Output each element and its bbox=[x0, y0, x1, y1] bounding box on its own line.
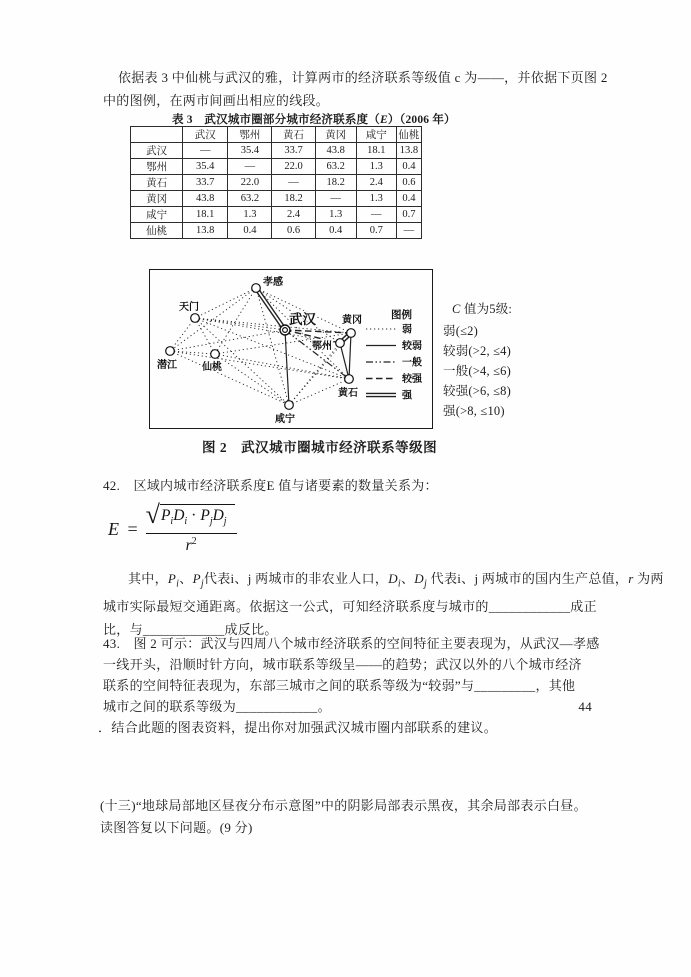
table-cell: — bbox=[356, 207, 396, 223]
table-cell: 63.2 bbox=[315, 159, 356, 175]
sub-i: i bbox=[184, 516, 188, 528]
table-cell: — bbox=[228, 159, 272, 175]
question-43 bbox=[98, 633, 600, 738]
sup-2: 2 bbox=[191, 536, 197, 548]
table-cell: 33.7 bbox=[272, 143, 315, 159]
c-scale-item: 强(>8, ≤10) bbox=[443, 404, 505, 418]
edge-xiaogan-qianjiang bbox=[170, 288, 256, 351]
table-header-cell bbox=[131, 127, 183, 143]
network-diagram bbox=[150, 270, 432, 428]
table-row bbox=[131, 159, 422, 175]
edge-xiaogan-xiantao bbox=[215, 288, 256, 354]
table-cell: 22.0 bbox=[272, 159, 315, 175]
node-tianmen bbox=[191, 314, 200, 323]
sub-j: j bbox=[223, 516, 227, 528]
section13-line-2: 读图答复以下问题。(9 分) bbox=[100, 819, 253, 835]
figure-2-caption: 图 2 武汉城市圈城市经济联系等级图 bbox=[202, 440, 438, 455]
figure-2-box bbox=[149, 269, 433, 429]
question-42 bbox=[103, 474, 608, 497]
edge-qianjiang-huangshi bbox=[170, 351, 349, 379]
table-header-cell: 黄石 bbox=[272, 127, 315, 143]
sub-i: i bbox=[176, 578, 180, 590]
table-cell: 18.2 bbox=[272, 191, 315, 207]
node-label-tianmen: 天门 bbox=[179, 302, 199, 313]
q43-line-4-text: 城市之间的联系等级为____________。 bbox=[103, 699, 331, 714]
table-cell: — bbox=[396, 223, 421, 239]
table-cell: 22.0 bbox=[228, 175, 272, 191]
table-cell: 18.1 bbox=[356, 143, 396, 159]
table-row bbox=[131, 175, 422, 191]
table-cell: 1.3 bbox=[356, 191, 396, 207]
sub-j: j bbox=[424, 578, 428, 590]
node-huanggang bbox=[347, 329, 356, 338]
node-qianjiang bbox=[166, 347, 175, 356]
table-cell: 2.4 bbox=[356, 175, 396, 191]
edge-qianjiang-xiantao bbox=[170, 351, 215, 354]
table-title-var-e: E bbox=[379, 114, 388, 126]
node-ezhou bbox=[336, 339, 345, 348]
text: 、 bbox=[179, 571, 193, 586]
economic-table-wrap bbox=[130, 126, 422, 239]
formula-var-e: E bbox=[108, 519, 121, 540]
edge-tianmen-ezhou bbox=[195, 318, 340, 343]
edge-xiaogan-huangshi bbox=[256, 288, 349, 379]
table-cell: 63.2 bbox=[228, 191, 272, 207]
table-row bbox=[131, 143, 422, 159]
node-xianning bbox=[285, 401, 294, 410]
table-cell: 35.4 bbox=[183, 159, 228, 175]
edge-huanggang-huangshi bbox=[349, 333, 351, 379]
node-wuhan-inner bbox=[283, 328, 288, 333]
text: 为两 bbox=[633, 571, 664, 586]
text: 其中， bbox=[128, 571, 168, 586]
var-r: r bbox=[185, 537, 192, 555]
edge-tianmen-wuhan bbox=[195, 318, 285, 330]
formula-denominator bbox=[146, 533, 237, 555]
table-header-cell: 咸宁 bbox=[356, 127, 396, 143]
q43-line-3: 联系的空间特征表现为，东部三城市之间的联系等级为“较弱”与_________，其他 bbox=[103, 678, 576, 693]
sqrt-symbol: √ bbox=[145, 500, 160, 529]
node-label-qianjiang: 潜江 bbox=[157, 360, 177, 371]
table-cell: 1.3 bbox=[228, 207, 272, 223]
edge-xiaogan-xianning bbox=[256, 288, 289, 405]
q43-line-1: 43. 图 2 可示：武汉与四周八个城市经济联系的空间特征主要表现为，从武汉—孝感 bbox=[103, 636, 600, 651]
table-cell: 0.4 bbox=[315, 223, 356, 239]
row-header-cell: 鄂州 bbox=[131, 159, 183, 175]
formula-numerator bbox=[145, 500, 237, 533]
intro-line-1: 依据表 3 中仙桃与武汉的雅，计算两市的经济联系等级值 c 为——，并依据下页图 2 bbox=[118, 70, 608, 85]
sub-j: j bbox=[200, 578, 204, 590]
node-label-xianning: 咸宁 bbox=[275, 414, 295, 425]
edge-xiaogan-tianmen bbox=[195, 288, 256, 318]
legend-label-solid: 较弱 bbox=[402, 341, 422, 352]
legend-label-dotted: 弱 bbox=[402, 324, 412, 336]
table-cell: 0.4 bbox=[228, 223, 272, 239]
edge-wuhan-xianning bbox=[285, 330, 289, 405]
table-cell: 0.7 bbox=[356, 223, 396, 239]
node-label-ezhou: 鄂州 bbox=[312, 341, 332, 352]
node-xiaogan bbox=[252, 284, 261, 293]
formula-fraction bbox=[145, 500, 237, 555]
formula-radicand bbox=[160, 504, 235, 531]
table-cell: 18.2 bbox=[315, 175, 356, 191]
var-p: P bbox=[200, 507, 210, 524]
c-scale-item: 较强(>6, ≤8) bbox=[443, 384, 511, 398]
table-row bbox=[131, 207, 422, 223]
q44-number: 44 bbox=[578, 699, 592, 714]
node-label-huanggang: 黄冈 bbox=[342, 315, 362, 326]
economic-table bbox=[130, 126, 422, 239]
explain-line-1 bbox=[103, 568, 664, 596]
node-huangshi bbox=[345, 375, 354, 384]
section13-line-1: (十三)“地球局部地区昼夜分布示意图”中的阴影局部表示黑夜，其余局部表示白昼。 bbox=[100, 798, 587, 813]
table-cell: 18.1 bbox=[183, 207, 228, 223]
table-cell: 13.8 bbox=[183, 223, 228, 239]
table-title-text: 表 3 武汉城市圈部分城市经济联系度（ bbox=[172, 114, 380, 126]
table-cell: 0.7 bbox=[396, 207, 421, 223]
c-scale-item: 弱(≤2) bbox=[443, 324, 478, 338]
c-scale-item: 较弱(>2, ≤4) bbox=[443, 344, 511, 358]
var-p: P bbox=[192, 571, 201, 586]
sub-i: i bbox=[397, 578, 401, 590]
table-title bbox=[172, 111, 456, 127]
table-cell: 43.8 bbox=[315, 143, 356, 159]
legend-label-dashdotdot: 一般 bbox=[402, 357, 422, 369]
explain-paragraph bbox=[103, 568, 664, 641]
node-label-huangshi: 黄石 bbox=[338, 388, 358, 399]
var-r: r bbox=[628, 571, 634, 586]
table-cell: 1.3 bbox=[315, 207, 356, 223]
c-scale-block bbox=[443, 299, 512, 421]
c-scale-title bbox=[443, 299, 512, 319]
row-header-cell: 武汉 bbox=[131, 143, 183, 159]
table-header-row bbox=[131, 127, 422, 143]
table-cell: — bbox=[315, 191, 356, 207]
row-header-cell: 咸宁 bbox=[131, 207, 183, 223]
var-d: D bbox=[388, 571, 398, 586]
row-header-cell: 仙桃 bbox=[131, 223, 183, 239]
table-cell: 33.7 bbox=[183, 175, 228, 191]
edge-xiantao-huangshi bbox=[215, 354, 349, 379]
table-cell: 0.4 bbox=[396, 191, 421, 207]
node-label-wuhan: 武汉 bbox=[289, 312, 316, 327]
edge-qianjiang-xianning bbox=[170, 351, 289, 405]
table-title-year: ）（2006 年） bbox=[387, 114, 456, 126]
text: 代表i、j 两城市的非农业人口， bbox=[203, 571, 389, 586]
formula-e bbox=[108, 500, 237, 555]
c-scale-item: 一般(>4, ≤6) bbox=[443, 364, 511, 378]
table-cell: — bbox=[183, 143, 228, 159]
table-cell: 13.8 bbox=[396, 143, 421, 159]
text: 代表i、j 两城市的国内生产总值， bbox=[427, 571, 629, 586]
edge-tianmen-qianjiang bbox=[170, 318, 195, 351]
table-cell: — bbox=[272, 175, 315, 191]
table-row bbox=[131, 191, 422, 207]
table-cell: 0.6 bbox=[396, 175, 421, 191]
row-header-cell: 黄石 bbox=[131, 175, 183, 191]
table-cell: 1.3 bbox=[356, 159, 396, 175]
q42-text: 42. 区域内城市经济联系度E 值与诸要素的数量关系为： bbox=[103, 478, 438, 493]
q43-line-4 bbox=[103, 696, 592, 717]
table-cell: 0.4 bbox=[396, 159, 421, 175]
dot-operator: · bbox=[191, 507, 197, 524]
sub-i: i bbox=[170, 516, 174, 528]
table-cell: 43.8 bbox=[183, 191, 228, 207]
formula-equals: = bbox=[127, 519, 140, 540]
var-d: D bbox=[212, 507, 224, 524]
text: 、 bbox=[400, 571, 415, 586]
sub-j: j bbox=[209, 516, 213, 528]
table-header-cell: 仙桃 bbox=[396, 127, 421, 143]
node-label-xiaogan: 孝感 bbox=[263, 277, 283, 288]
q44-text: ．结合此题的图表资料，提出你对加强武汉城市圈内部联系的建议。 bbox=[98, 720, 498, 735]
table-cell: 0.6 bbox=[272, 223, 315, 239]
table-row bbox=[131, 223, 422, 239]
node-label-xiantao: 仙桃 bbox=[202, 362, 222, 373]
legend-label-dashed: 较强 bbox=[402, 374, 422, 385]
legend-label-double: 强 bbox=[402, 390, 412, 402]
edge-xiantao-xianning bbox=[215, 354, 289, 405]
legend-title: 图例 bbox=[391, 310, 412, 321]
formula-lhs bbox=[108, 519, 140, 540]
var-p: P bbox=[167, 571, 177, 586]
table-header-cell: 鄂州 bbox=[228, 127, 272, 143]
edge-tianmen-xiantao bbox=[195, 318, 215, 354]
table-cell: 2.4 bbox=[272, 207, 315, 223]
intro-paragraph bbox=[103, 66, 608, 112]
intro-line-2: 中的图例，在两市间画出相应的线段。 bbox=[103, 93, 330, 108]
row-header-cell: 黄冈 bbox=[131, 191, 183, 207]
q43-line-2: 一线开头，沿顺时针方向，城市联系等级呈——的趋势；武汉以外的八个城市经济 bbox=[103, 657, 582, 672]
table-header-cell: 武汉 bbox=[183, 127, 228, 143]
c-scale-title-text: 值为5级: bbox=[460, 302, 513, 316]
edge-xiaogan-wuhan-gap bbox=[256, 288, 285, 330]
table-cell: 35.4 bbox=[228, 143, 272, 159]
var-d: D bbox=[173, 507, 185, 524]
explain-line-3: 比，与____________成反比。 bbox=[103, 621, 278, 637]
c-scale-title-var: C bbox=[452, 302, 461, 316]
explain-line-2: 城市实际最短交通距离。依据这一公式，可知经济联系度与城市的____________成正 bbox=[103, 599, 597, 615]
var-p: P bbox=[160, 507, 171, 524]
table-header-cell: 黄冈 bbox=[315, 127, 356, 143]
edge-tianmen-huanggang bbox=[195, 318, 351, 333]
var-d: D bbox=[414, 571, 424, 586]
section-13-paragraph bbox=[100, 795, 605, 838]
node-xiantao bbox=[211, 350, 220, 359]
